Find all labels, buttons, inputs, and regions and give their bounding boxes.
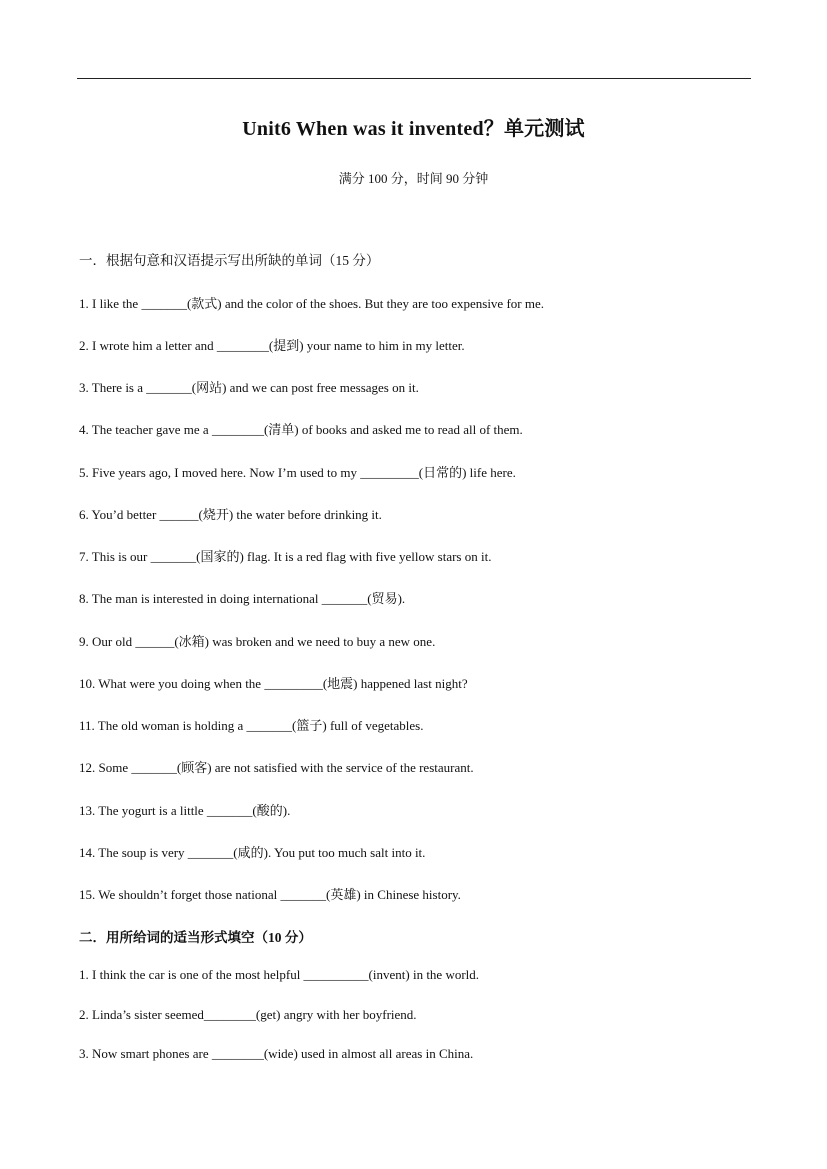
question-2-1: 1. I think the car is one of the most helpful __________(invent) in the world. (79, 967, 480, 982)
question-2-3: 3. Now smart phones are ________(wide) used in almost all areas in China. (79, 1046, 474, 1061)
question-1-7: 7. This is our _______(国家的) flag. It is a red flag with five yellow stars on it. (79, 549, 492, 564)
question-1-14: 14. The soup is very _______(咸的). You put too much salt into it. (79, 845, 426, 860)
question-1-6: 6. You’d better ______(烧开) the water before drinking it. (79, 507, 382, 522)
question-1-8: 8. The man is interested in doing international _______(贸易). (79, 591, 406, 606)
question-1-5: 5. Five years ago, I moved here. Now I’m used to my _________(日常的) life here. (79, 465, 516, 480)
question-1-13: 13. The yogurt is a little _______(酸的). (79, 803, 291, 818)
question-1-10: 10. What were you doing when the _________(地震) happened last night? (79, 676, 468, 691)
page-title: Unit6 When was it invented？单元测试 (242, 118, 585, 140)
section-1-heading: 一．根据句意和汉语提示写出所缺的单词（15 分） (79, 253, 380, 268)
question-1-3: 3. There is a _______(网站) and we can post free messages on it. (79, 380, 419, 395)
question-1-11: 11. The old woman is holding a _______(篮子) full of vegetables. (79, 718, 424, 733)
question-1-4: 4. The teacher gave me a ________(清单) of books and asked me to read all of them. (79, 422, 523, 437)
page-subtitle: 满分 100 分，时间 90 分钟 (338, 171, 489, 186)
question-1-15: 15. We shouldn’t forget those national _______(英雄) in Chinese history. (79, 887, 461, 902)
question-1-2: 2. I wrote him a letter and ________(提到) your name to him in my letter. (79, 338, 465, 353)
question-1-1: 1. I like the _______(款式) and the color of the shoes. But they are too expensive for me. (79, 296, 544, 311)
question-1-12: 12. Some _______(顾客) are not satisfied with the service of the restaurant. (79, 760, 474, 775)
question-2-2: 2. Linda’s sister seemed________(get) angry with her boyfriend. (79, 1007, 417, 1022)
section-2-heading: 二．用所给词的适当形式填空（10 分） (79, 930, 312, 945)
header-rule (77, 78, 751, 79)
question-1-9: 9. Our old ______(冰箱) was broken and we need to buy a new one. (79, 634, 436, 649)
